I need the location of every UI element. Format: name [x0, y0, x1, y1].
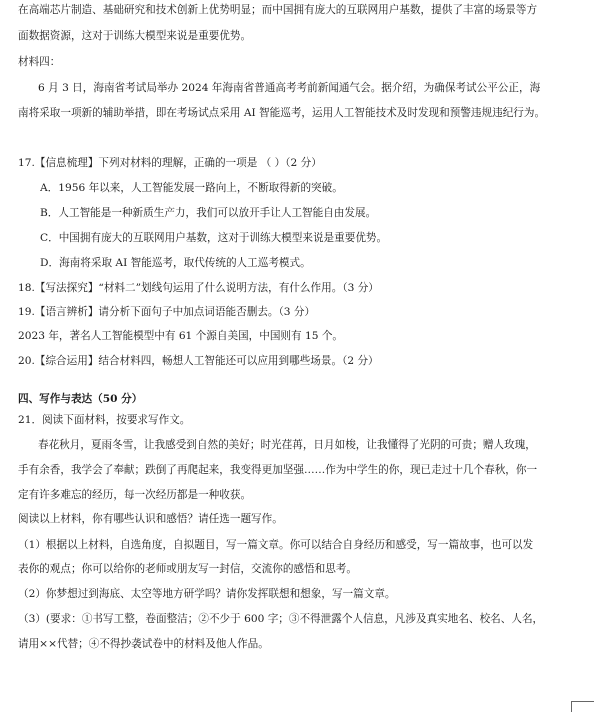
essay-task-1-line-2: 表你的观点；你可以给你的老师或朋友写一封信，交流你的感悟和思考。: [18, 563, 357, 575]
material4-text-line-1: 6 月 3 日，海南省考试局举办 2024 年海南省普通高考考前新闻通气会。据介绍，为确保考试公平公正，海: [38, 82, 541, 94]
question-17-option-c: C．中国拥有庞大的互联网用户基数，这对于训练大模型来说是重要优势。: [40, 232, 388, 244]
essay-passage-line-3: 定有许多难忘的经历，每一次经历都是一种收获。: [18, 489, 252, 501]
material4-text-line-2: 南将采取一项新的辅助举措，即在考场试点采用 AI 智能巡考，运用人工智能技术及时发现和预警违规违纪行为。: [18, 107, 546, 119]
question-17-option-b: B．人工智能是一种新质生产力，我们可以放开手让人工智能自由发展。: [40, 207, 377, 219]
page-corner-mark: [571, 701, 594, 712]
essay-passage-line-1: 春花秋月，夏雨冬雪，让我感受到自然的美好；时光荏苒，日月如梭，让我懂得了光阴的可贵；赠人玫瑰，: [38, 439, 536, 451]
question-17-option-a: A．1956 年以来，人工智能发展一路向上，不断取得新的突破。: [40, 182, 343, 194]
essay-requirements-line-1: （3）(要求：①书写工整，卷面整洁；②不少于 600 字；③不得泄露个人信息，凡涉及真实地名、校名、人名，: [18, 613, 544, 625]
material3-text-line-2: 面数据资源，这对于训练大模型来说是重要优势。: [18, 30, 252, 42]
material4-heading: 材料四：: [18, 56, 61, 68]
essay-requirements-line-2: 请用××代替；④不得抄袭试卷中的材料及他人作品。: [18, 638, 269, 650]
question-20-stem: 20.【综合运用】结合材料四，畅想人工智能还可以应用到哪些场景。（2 分）: [18, 355, 379, 367]
question-19-sentence: 2023 年，著名人工智能模型中有 61 个源自美国，中国则有 15 个。: [18, 330, 344, 342]
question-17-stem: 17.【信息梳理】下列对材料的理解，正确的一项是 （ ）（2 分）: [18, 157, 322, 169]
essay-task-2: （2）你梦想过到海底、太空等地方研学吗？请你发挥联想和想象，写一篇文章。: [18, 588, 396, 600]
question-19-stem: 19.【语言辨析】请分析下面句子中加点词语能否删去。（3 分）: [18, 306, 316, 318]
essay-task-1-line-1: （1）根据以上材料，自选角度，自拟题目，写一篇文章。你可以结合自身经历和感受，写一篇故事，也可以发: [18, 539, 534, 551]
question-21-stem: 21．阅读下面材料，按要求写作文。: [18, 414, 191, 426]
section-4-heading: 四、写作与表达（50 分）: [18, 393, 143, 405]
material3-text-line-1: 在高端芯片制造、基础研究和技术创新上优势明显；而中国拥有庞大的互联网用户基数，提供了丰富的场景等方: [18, 4, 538, 16]
question-17-option-d: D．海南将采取 AI 智能巡考，取代传统的人工巡考模式。: [40, 257, 311, 269]
essay-passage-line-2: 手有余香，我学会了奉献；跌倒了再爬起来，我变得更加坚强……作为中学生的你，现已走过十几个春秋，你一: [18, 464, 538, 476]
question-18-stem: 18.【写法探究】“材料二”划线句运用了什么说明方法，有什么作用。（3 分）: [18, 282, 379, 294]
essay-prompt: 阅读以上材料，你有哪些认识和感悟？请任选一题写作。: [18, 513, 283, 525]
